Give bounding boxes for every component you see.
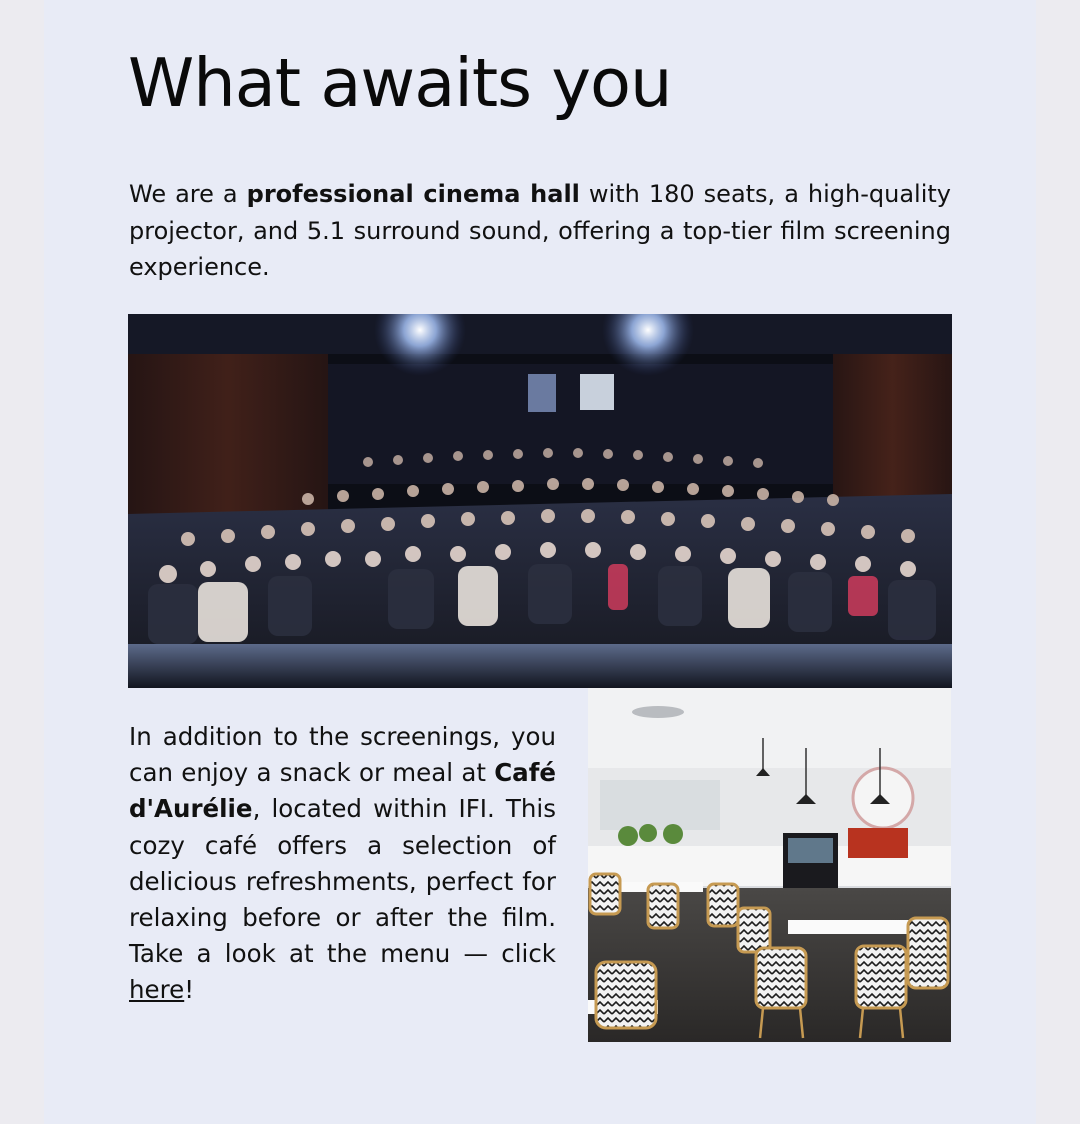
intro-highlight: professional cinema hall xyxy=(246,180,580,208)
cafe-text-middle: , located within IFI. This cozy café offers a selection of delicious refreshments, perfect for relaxing before or after the film. Take a look at the menu — click xyxy=(129,794,556,969)
menu-link[interactable]: here xyxy=(129,975,185,1005)
cafe-text-start: In addition to the screenings, you can enjoy a snack or meal at xyxy=(129,722,556,788)
intro-text-end: with 180 seats, a high-quality projector, and 5.1 surround sound, offering a top-tier film screening experience. xyxy=(129,180,952,281)
intro-paragraph xyxy=(129,176,951,286)
cafe-name: Café d'Aurélie xyxy=(129,758,556,824)
cafe-interior-photo xyxy=(588,688,951,1042)
cinema-audience-photo xyxy=(128,314,952,688)
intro-text-start: We are a xyxy=(129,180,247,208)
cafe-text-end: ! xyxy=(184,975,195,1005)
section-heading: What awaits you xyxy=(128,44,672,122)
cafe-paragraph xyxy=(129,719,556,1009)
